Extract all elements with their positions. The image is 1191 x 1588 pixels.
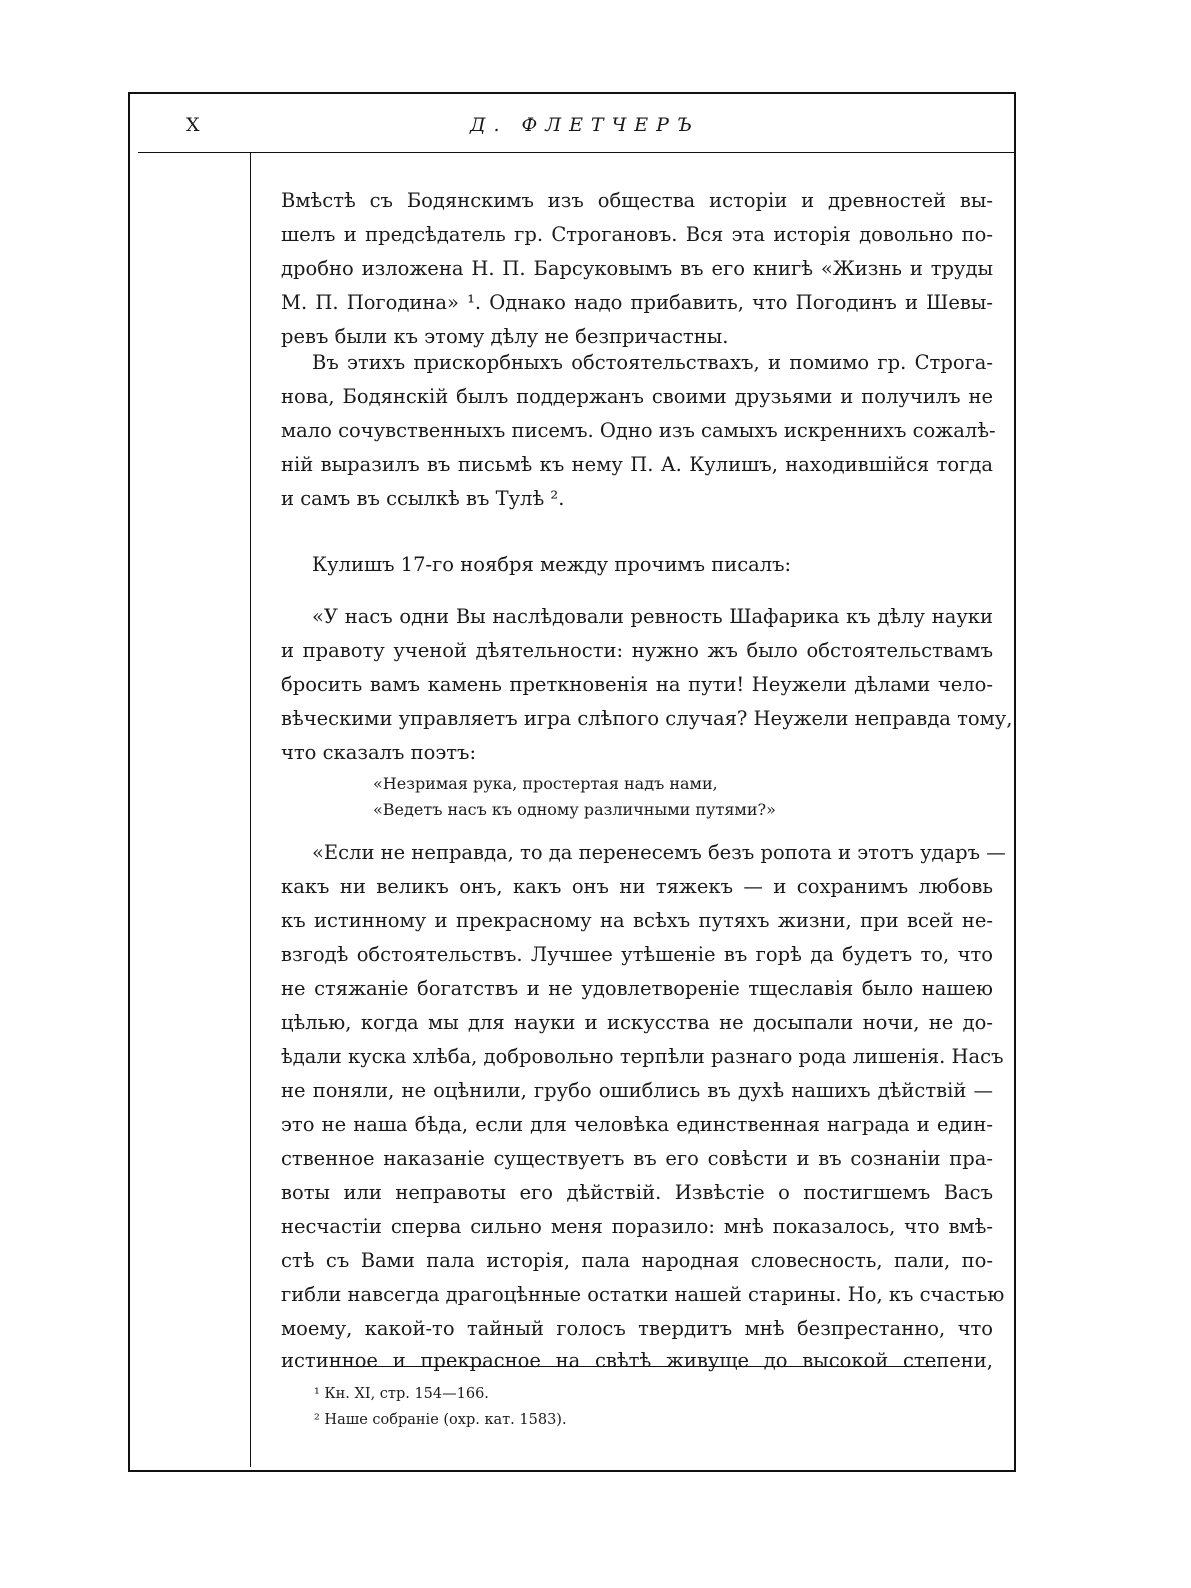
body-line: не стяжаніе богатствъ и не удовлетвореніе тщеславія было нашею [281,977,993,1000]
body-line: стѣ съ Вами пала исторія, пала народная словесность, пали, по- [281,1249,993,1272]
body-line: «Если не неправда, то да перенесемъ безъ ропота и этотъ ударъ — [312,841,1006,864]
body-line: ственное наказаніе существуетъ въ его совѣсти и въ сознаніи пра- [281,1147,993,1170]
body-line: цѣлью, когда мы для науки и искусства не досыпали ночи, не до- [281,1011,993,1034]
header-rule [138,152,1016,153]
body-line: Въ этихъ прискорбныхъ обстоятельствахъ, и помимо гр. Строга- [312,351,993,374]
poem-line: «Ведетъ насъ къ одному различными путями?» [373,800,776,819]
poem-line: «Незримая рука, простертая надъ нами, [373,774,718,793]
body-line: не поняли, не оцѣнили, грубо ошиблись въ духѣ нашихъ дѣйствій — [281,1079,993,1102]
body-line: нова, Бодянскій былъ поддержанъ своими друзьями и получилъ не [281,385,993,408]
body-line: это не наша бѣда, если для человѣка единственная награда и един- [281,1113,993,1136]
body-line: Кулишъ 17-го ноября между прочимъ писалъ: [312,553,792,576]
margin-rule [250,153,251,1467]
footnote-rule [332,1366,936,1367]
body-line: М. П. Погодина» ¹. Однако надо прибавить, что Погодинъ и Шевы- [281,291,993,314]
page-number: X [186,114,200,136]
body-line: что сказалъ поэтъ: [281,741,477,764]
body-line: взгодѣ обстоятельствъ. Лучшее утѣшеніе въ горѣ да будетъ то, что [281,943,993,966]
body-line: бросить вамъ камень преткновенія на пути! Неужели дѣлами чело- [281,673,993,696]
body-line: вѣческими управляетъ игра слѣпого случая? Неужели неправда тому, [281,707,1013,730]
footnote-2: ² Наше собраніе (охр. кат. 1583). [314,1412,567,1428]
body-line: моему, какой-то тайный голосъ твердитъ мнѣ безпрестанно, что [281,1317,993,1340]
body-line: ній выразилъ въ письмѣ къ нему П. А. Кулишъ, находившійся тогда [281,453,993,476]
running-head: Д. ФЛЕТЧЕРЪ [470,114,700,136]
body-line: воты или неправоты его дѣйствій. Извѣстіе о постигшемъ Васъ [281,1181,993,1204]
body-line: ѣдали куска хлѣба, добровольно терпѣли разнаго рода лишенія. Насъ [281,1045,1004,1068]
body-line: Вмѣстѣ съ Бодянскимъ изъ общества исторіи и древностей вы- [281,189,993,212]
body-line: къ истинному и прекрасному на всѣхъ путяхъ жизни, при всей не- [281,909,993,932]
body-line: и правоту ученой дѣятельности: нужно жъ было обстоятельствамъ [281,639,993,662]
body-line: истинное и прекрасное на свѣтѣ живуще до высокой степени, [281,1349,993,1372]
body-line: «У насъ одни Вы наслѣдовали ревность Шафарика къ дѣлу науки [312,605,993,628]
body-line: шелъ и предсѣдатель гр. Строгановъ. Вся эта исторія довольно по- [281,223,993,246]
body-line: несчастіи сперва сильно меня поразило: мнѣ показалось, что вмѣ- [281,1215,993,1238]
body-line: дробно изложена Н. П. Барсуковымъ въ его книгѣ «Жизнь и труды [281,257,993,280]
body-line: ревъ были къ этому дѣлу не безпричастны. [281,325,729,348]
body-line: гибли навсегда драгоцѣнные остатки нашей старины. Но, къ счастью [281,1283,1005,1306]
body-line: и самъ въ ссылкѣ въ Тулѣ ². [281,487,565,510]
body-line: какъ ни великъ онъ, какъ онъ ни тяжекъ — и сохранимъ любовь [281,875,993,898]
footnote-1: ¹ Кн. XI, стр. 154—166. [314,1386,489,1402]
body-line: мало сочувственныхъ писемъ. Одно изъ самыхъ искреннихъ сожалѣ- [281,419,996,442]
